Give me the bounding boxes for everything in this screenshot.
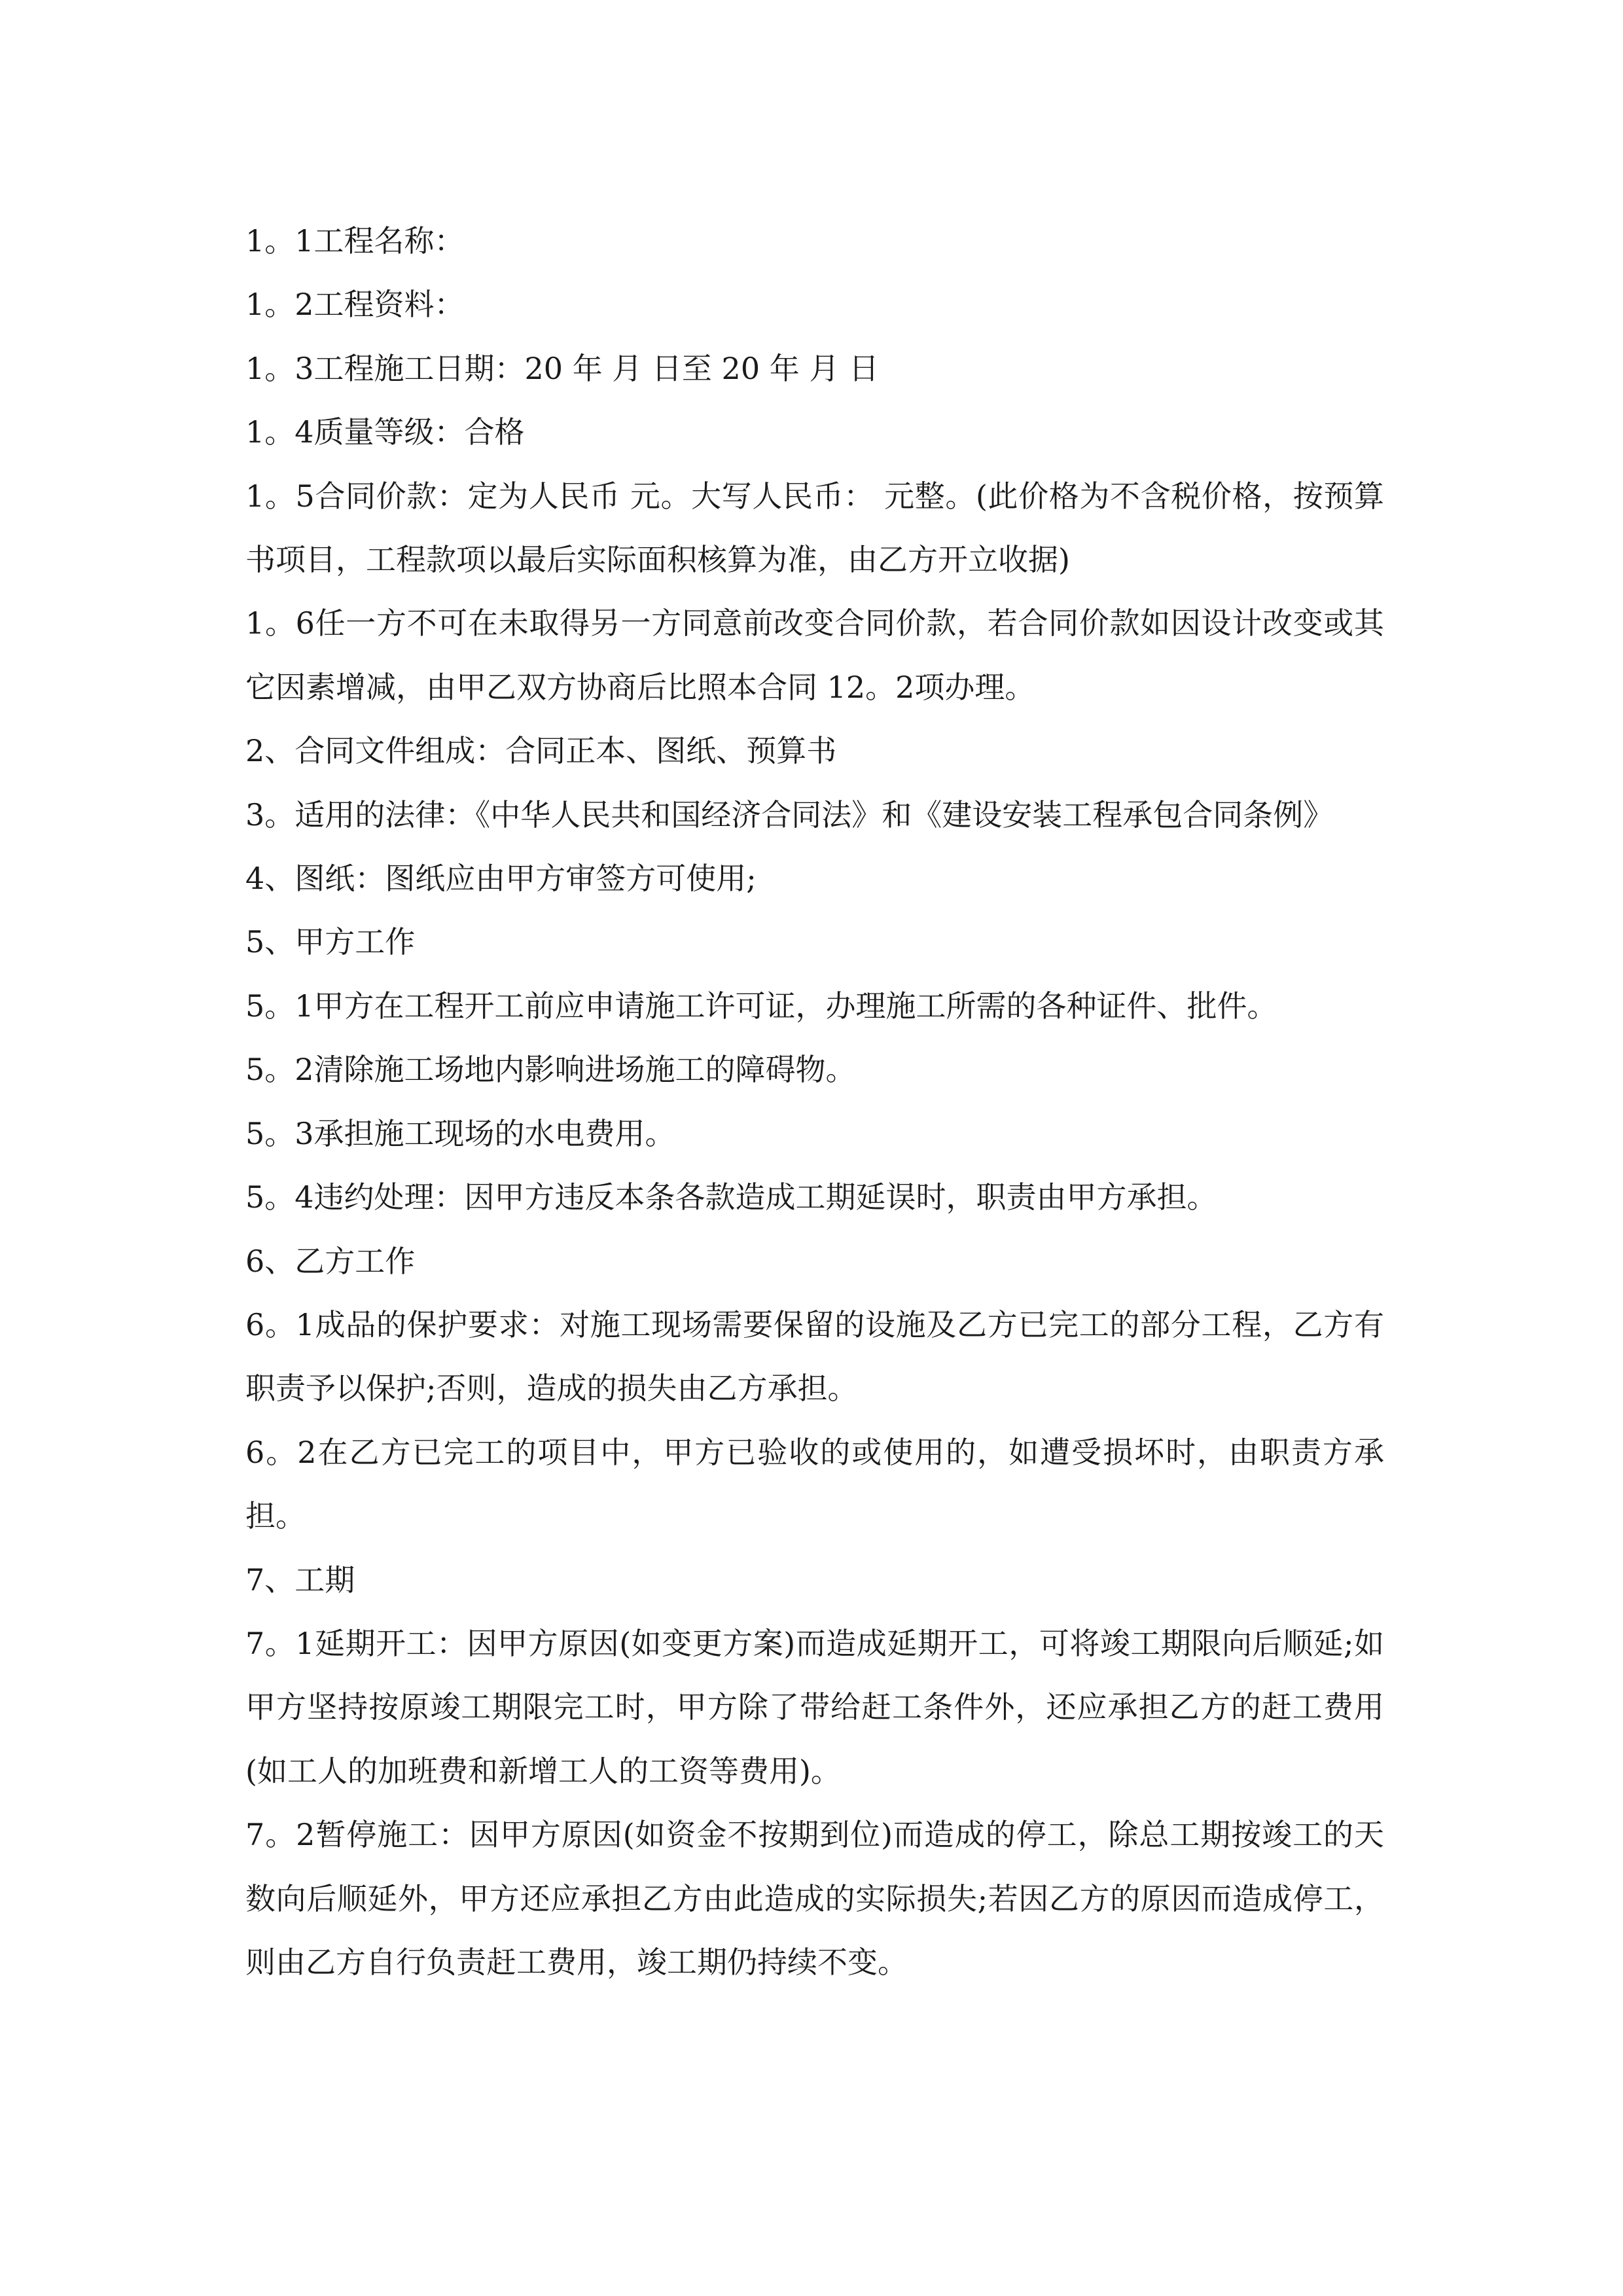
clause-1-3: 1。3工程施工日期：20 年 月 日至 20 年 月 日 [245,350,879,386]
clause-1-6: 1。6任一方不可在未取得另一方同意前改变合同价款，若合同价款如因设计改变或其它因素增减，由甲乙双方协商后比照本合同 12。2项办理。 [245,605,1384,705]
clause-1-1: 1。1工程名称： [245,223,465,259]
clause-5-4: 5。4违约处理：因甲方违反本条各款造成工期延误时，职责由甲方承担。 [245,1179,1217,1215]
clause-6-2: 6。2在乙方已完工的项目中，甲方已验收的或使用的，如遭受损坏时，由职责方承担。 [245,1434,1384,1534]
clause-5-3: 5。3承担施工现场的水电费用。 [245,1115,675,1151]
clause-1-5: 1。5合同价款：定为人民币 元。大写人民币： 元整。(此价格为不含税价格，按预算书项目，工程款项以最后实际面积核算为准，由乙方开立收据) [245,478,1384,578]
clause-7-1: 7。1延期开工：因甲方原因(如变更方案)而造成延期开工，可将竣工期限向后顺延;如甲方坚持按原竣工期限完工时，甲方除了带给赶工条件外，还应承担乙方的赶工费用(如工人的加班费和新增工人的工资等费用)。 [245,1625,1384,1789]
clause-6-1: 6。1成品的保护要求：对施工现场需要保留的设施及乙方已完工的部分工程，乙方有职责予以保护;否则，造成的损失由乙方承担。 [245,1306,1384,1407]
section-7-heading: 7、工期 [245,1562,355,1598]
clause-5-2: 5。2清除施工场地内影响进场施工的障碍物。 [245,1052,856,1088]
section-6-heading: 6、乙方工作 [245,1243,416,1279]
clause-1-2: 1。2工程资料： [245,287,465,323]
section-5-heading: 5、甲方工作 [245,924,416,960]
clause-2: 2、合同文件组成：合同正本、图纸、预算书 [245,733,837,769]
clause-3: 3。适用的法律：《中华人民共和国经济合同法》和《建设安装工程承包合同条例》 [245,797,1334,833]
clause-7-2: 7。2暂停施工：因甲方原因(如资金不按期到位)而造成的停工，除总工期按竣工的天数向后顺延外，甲方还应承担乙方由此造成的实际损失;若因乙方的原因而造成停工，则由乙方自行负责赶工费用，竣工期仍持续不变。 [245,1817,1384,1980]
clause-4: 4、图纸：图纸应由甲方审签方可使用; [245,861,757,897]
document-body [245,209,1384,1994]
clause-1-4: 1。4质量等级：合格 [245,414,525,450]
clause-5-1: 5。1甲方在工程开工前应申请施工许可证，办理施工所需的各种证件、批件。 [245,988,1277,1024]
